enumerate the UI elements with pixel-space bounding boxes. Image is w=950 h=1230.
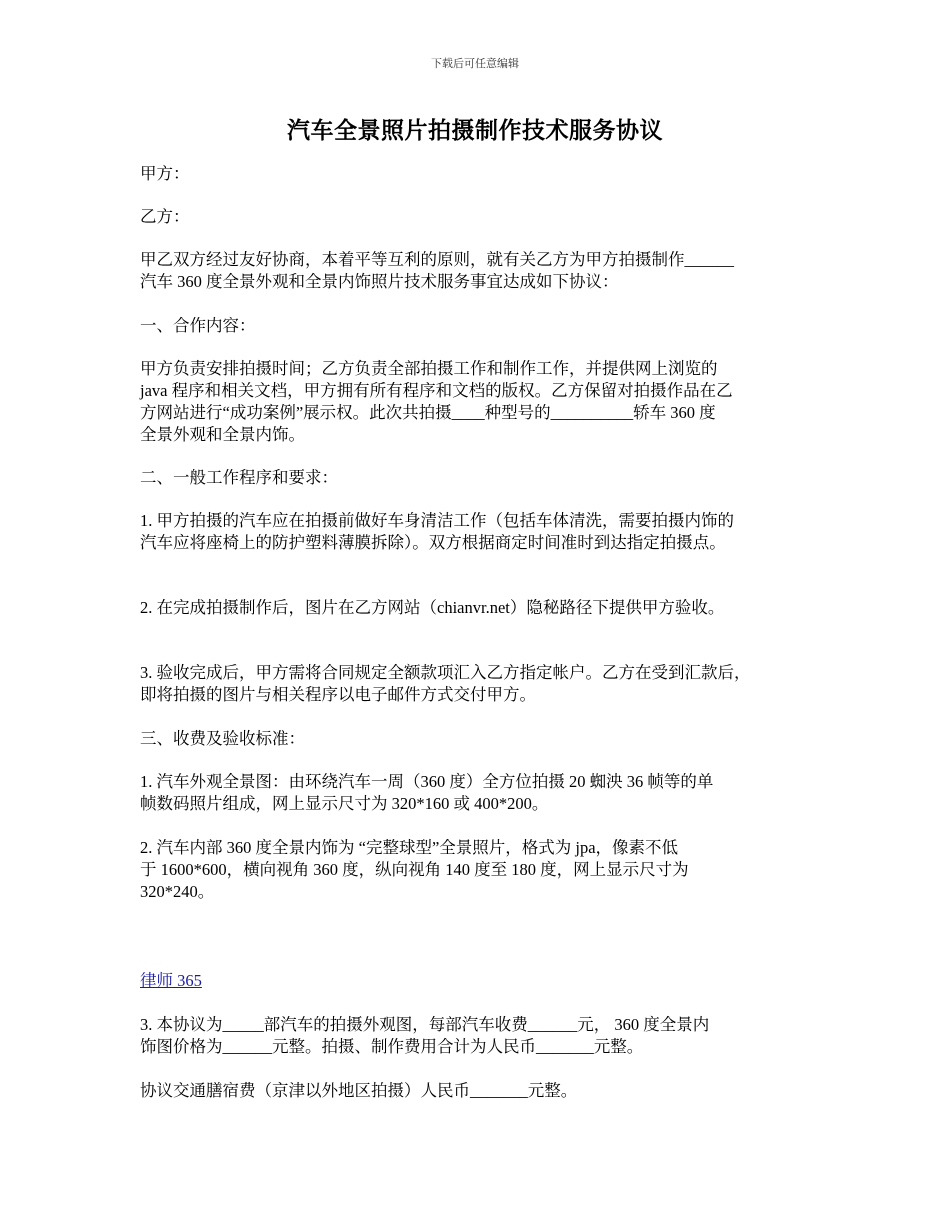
document-title: 汽车全景照片拍摄制作技术服务协议: [287, 118, 663, 143]
section2-item1-line: 汽车应将座椅上的防护塑料薄膜拆除）。双方根据商定时间准时到达指定拍摄点。: [140, 533, 726, 552]
lawyer-365-link[interactable]: 律师 365: [140, 971, 202, 990]
section1-line: 方网站进行“成功案例”展示权。此次共拍摄____种型号的__________轿车 360 度: [140, 403, 716, 422]
intro-line: 汽车 360 度全景外观和全景内饰照片技术服务事宜达成如下协议：: [140, 272, 619, 291]
section1-heading-text: 一、合作内容：: [140, 316, 256, 335]
travel-fee-line: 协议交通膳宿费（京津以外地区拍摄）人民币_______元整。: [140, 1081, 578, 1100]
section1-line: java 程序和相关文档，甲方拥有所有程序和文档的版权。乙方保留对拍摄作品在乙: [140, 381, 733, 400]
section3-item3-line: 3. 本协议为_____部汽车的拍摄外观图，每部汽车收费______元， 360 度全景内: [140, 1015, 710, 1034]
link-paragraph: [140, 970, 830, 992]
section2-item2: [140, 597, 830, 619]
party-a-label: [140, 163, 830, 185]
section3-item1-line: 1. 汽车外观全景图：由环绕汽车一周（360 度）全方位拍摄 20 蜘泱 36 帧等的单: [140, 772, 714, 791]
intro-paragraph: [140, 249, 830, 293]
section1-heading: [140, 315, 830, 337]
section2-item1-line: 1. 甲方拍摄的汽车应在拍摄前做好车身清洁工作（包括车体清洗，需要拍摄内饰的: [140, 511, 734, 530]
header-note: 下载后可任意编辑: [431, 58, 519, 70]
section3-item3-line: 饰图价格为______元整。拍摄、制作费用合计为人民币_______元整。: [140, 1037, 644, 1056]
intro-line: 甲乙双方经过友好协商，本着平等互利的原则，就有关乙方为甲方拍摄制作______: [140, 250, 734, 269]
section2-item3: [140, 662, 830, 706]
section3-item2-line: 于 1600*600，横向视角 360 度，纵向视角 140 度至 180 度，网上显示尺寸为: [140, 860, 689, 879]
section3-item2-line: 320*240。: [140, 882, 215, 901]
section3-item1-line: 帧数码照片组成，网上显示尺寸为 320*160 或 400*200。: [140, 794, 549, 813]
section2-item3-line: 即将拍摄的图片与相关程序以电子邮件方式交付甲方。: [140, 685, 536, 704]
travel-fee-paragraph: [140, 1080, 830, 1102]
section1-line: 甲方负责安排拍摄时间；乙方负责全部拍摄工作和制作工作，并提供网上浏览的: [140, 359, 718, 378]
party-a-text: 甲方：: [140, 164, 190, 183]
section2-item2-line: 2. 在完成拍摄制作后，图片在乙方网站（chianvr.net）隐秘路径下提供甲方验收。: [140, 598, 725, 617]
section2-heading-text: 二、一般工作程序和要求：: [140, 468, 338, 487]
section3-heading-text: 三、收费及验收标准：: [140, 729, 305, 748]
section3-item2-line: 2. 汽车内部 360 度全景内饰为 “完整球型”全景照片，格式为 jpa，像素不低: [140, 838, 679, 857]
party-b-label: [140, 206, 830, 228]
section3-item2: [140, 837, 830, 903]
section2-item3-line: 3. 验收完成后，甲方需将合同规定全额款项汇入乙方指定帐户。乙方在受到汇款后，: [140, 663, 751, 682]
section3-item1: [140, 771, 830, 815]
section2-item1: [140, 510, 830, 554]
party-b-text: 乙方：: [140, 207, 190, 226]
section1-line: 全景外观和全景内饰。: [140, 425, 305, 444]
section1-body: [140, 358, 830, 446]
section2-heading: [140, 467, 830, 489]
section3-heading: [140, 728, 830, 750]
section3-item3: [140, 1014, 830, 1058]
